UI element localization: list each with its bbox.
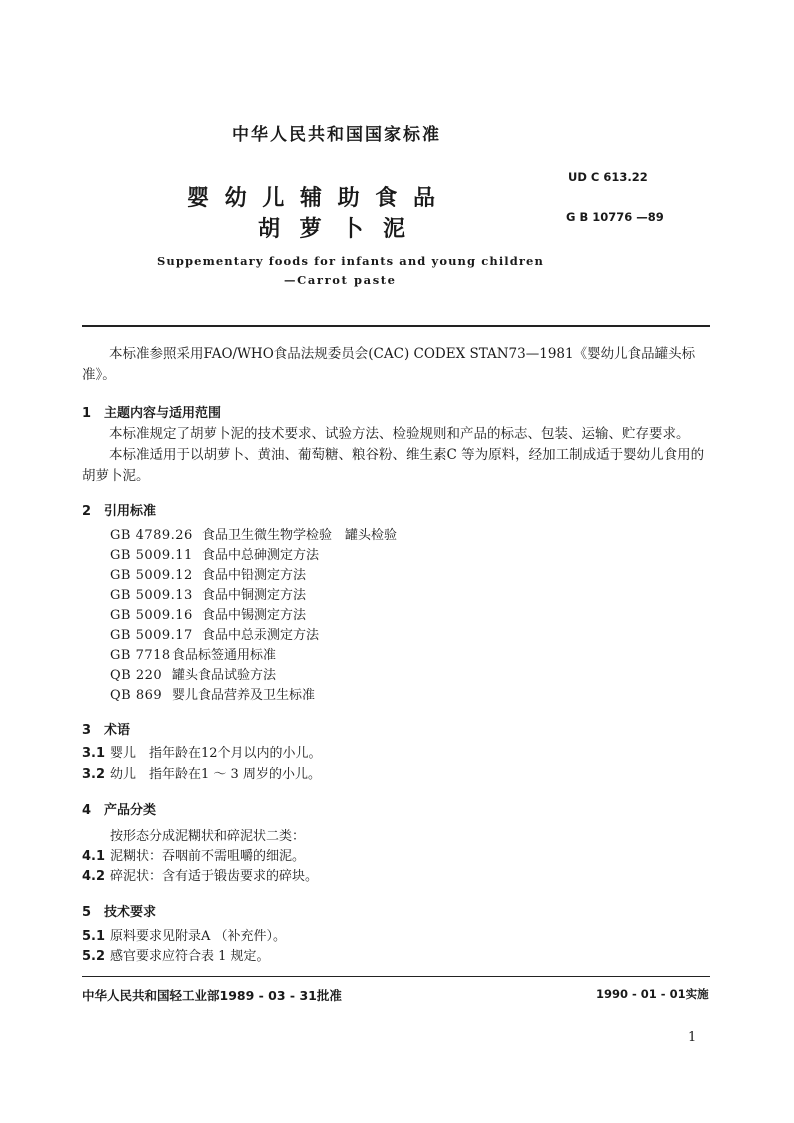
reference-name: 食品中总汞测定方法	[202, 628, 320, 643]
gb-number: G B 10776 —89	[566, 210, 664, 224]
section-1-paragraph-2: 本标准适用于以胡萝卜、黄油、葡萄糖、粮谷粉、维生素C 等为原料，经加工制成适于婴幼儿食用的胡萝卜泥。	[82, 447, 705, 484]
section-title: 引用标准	[104, 504, 157, 519]
clause-text: 原料要求见附录A （补充件）。	[110, 929, 287, 944]
reference-code: GB 5009.17	[110, 628, 193, 643]
section-title: 主题内容与适用范围	[104, 406, 222, 421]
clause-number: 3.2	[82, 767, 106, 782]
section-number: 1	[82, 406, 92, 421]
reference-item	[110, 564, 306, 583]
reference-name: 食品标签通用标准	[172, 648, 277, 663]
section-title: 产品分类	[104, 803, 157, 818]
reference-code: GB 5009.11	[110, 548, 193, 563]
term-item	[82, 763, 321, 782]
footer-divider	[82, 976, 710, 977]
clause-number: 3.1	[82, 746, 106, 761]
clause-text: 泥糊状：吞咽前不需咀嚼的细泥。	[110, 849, 306, 864]
clause-number: 5.1	[82, 929, 106, 944]
reference-name: 食品中铜测定方法	[202, 588, 307, 603]
reference-name: 罐头食品试验方法	[172, 668, 277, 683]
approval-date: 中华人民共和国轻工业部1989 - 03 - 31批准	[82, 988, 342, 1003]
reference-code: GB 5009.12	[110, 568, 193, 583]
reference-code: GB 5009.13	[110, 588, 193, 603]
term-item	[82, 742, 322, 761]
section-title: 技术要求	[104, 905, 157, 920]
reference-code: QB 220	[110, 668, 163, 683]
clause-number: 4.1	[82, 849, 106, 864]
document-title-line1: 婴 幼 儿 辅 助 食 品	[187, 186, 439, 211]
reference-item	[110, 684, 315, 703]
reference-item	[110, 644, 276, 663]
reference-code: GB 5009.16	[110, 608, 193, 623]
section-1-heading	[82, 402, 221, 421]
reference-name: 食品中总砷测定方法	[202, 548, 320, 563]
intro-paragraph: 本标准参照采用FAO/WHO食品法规委员会(CAC) CODEX STAN73—1981《婴幼儿食品罐头标准》。	[82, 346, 696, 383]
reference-code: QB 869	[110, 688, 163, 703]
reference-item	[110, 624, 319, 643]
clause-text: 感官要求应符合表 1 规定。	[110, 949, 270, 964]
reference-code: GB 7718	[110, 648, 171, 663]
page-number: 1	[688, 1030, 697, 1045]
reference-item	[110, 544, 319, 563]
requirement-item	[82, 945, 270, 964]
reference-item	[110, 584, 306, 603]
classification-item	[82, 865, 318, 884]
section-4-heading	[82, 799, 156, 818]
national-standard-heading: 中华人民共和国国家标准	[232, 125, 441, 145]
reference-name: 食品中锡测定方法	[202, 608, 307, 623]
section-title: 术语	[104, 723, 131, 738]
reference-name: 食品卫生微生物学检验 罐头检验	[202, 528, 398, 543]
clause-number: 4.2	[82, 869, 106, 884]
section-1-paragraph-1: 本标准规定了胡萝卜泥的技术要求、试验方法、检验规则和产品的标志、包装、运输、贮存要求。	[109, 426, 690, 442]
reference-name: 婴儿食品营养及卫生标准	[172, 688, 316, 703]
clause-number: 5.2	[82, 949, 106, 964]
reference-code: GB 4789.26	[110, 528, 193, 543]
section-number: 5	[82, 905, 92, 920]
reference-item	[110, 524, 397, 543]
section-number: 2	[82, 504, 92, 519]
reference-item	[110, 604, 306, 623]
reference-name: 食品中铅测定方法	[202, 568, 307, 583]
section-3-heading	[82, 719, 130, 738]
english-title-line2: —Carrot paste	[284, 273, 397, 287]
header-divider	[82, 325, 710, 327]
section-number: 4	[82, 803, 92, 818]
requirement-item	[82, 925, 286, 944]
clause-text: 婴儿 指年龄在12个月以内的小儿。	[110, 746, 322, 761]
document-title-line2: 胡 萝 卜 泥	[258, 217, 411, 242]
effective-date: 1990 - 01 - 01实施	[596, 987, 709, 1001]
section-2-heading	[82, 500, 156, 519]
udc-number: UD C 613.22	[568, 170, 648, 184]
reference-item	[110, 664, 276, 683]
section-number: 3	[82, 723, 92, 738]
english-title-line1: Suppementary foods for infants and young children	[157, 254, 544, 268]
section-5-heading	[82, 901, 156, 920]
clause-text: 幼儿 指年龄在1 ～ 3 周岁的小儿。	[110, 767, 321, 782]
classification-item	[82, 845, 305, 864]
clause-text: 碎泥状：含有适于锻齿要求的碎块。	[110, 869, 319, 884]
section-4-lead: 按形态分成泥糊状和碎泥状二类：	[110, 829, 306, 844]
